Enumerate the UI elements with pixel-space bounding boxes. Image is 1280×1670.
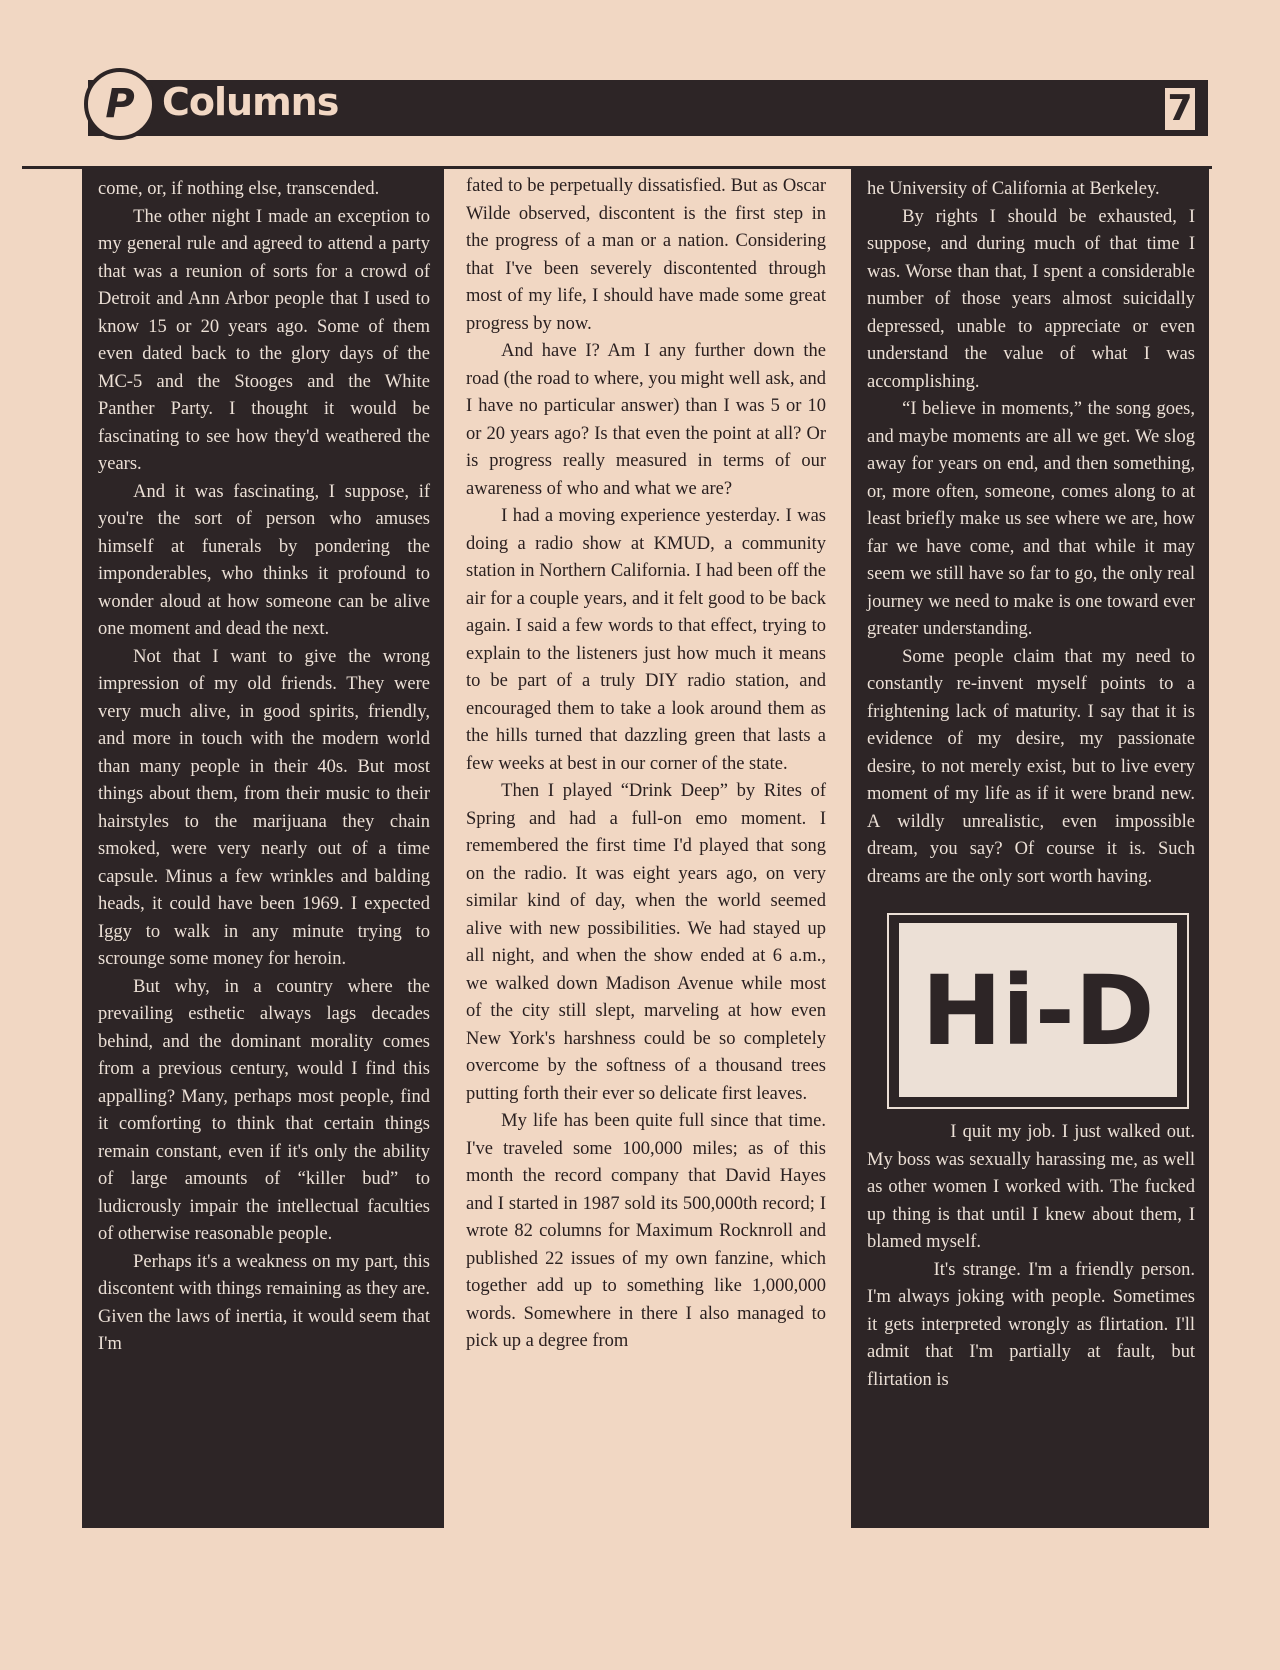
paragraph: But why, in a country where the prevailing esthetic always lags decades behind, and the dominant morality comes from a previous century, would I find this appalling? Many, perhaps most people, find it comforting to think that certain things remain constant, even if it's only the ability of large amounts of “killer bud” to ludicrously impair the intellectual faculties of otherwise reasonable people.: [98, 976, 430, 1244]
paragraph: It's strange. I'm a friendly person. I'm always joking with people. Sometimes it gets interpreted wrongly as flirtation. I'll admit that I'm partially at fault, but flirtation is: [867, 1259, 1195, 1390]
paragraph: The other night I made an exception to my general rule and agreed to attend a party that was a reunion of sorts for a crowd of Detroit and Ann Arbor people that I used to know 15 or 20 years ago. Some of them even dated back to the glory days of the MC-5 and the Stooges and the White Panther Party. I thought it would be fascinating to see how they'd weathered the years.: [98, 206, 430, 474]
paragraph: By rights I should be exhausted, I suppose, and during much of that time I was. Worse than that, I spent a considerable number of those years almost suicidally depressed, unable to appreciate or even understand the value of what I was accomplishing.: [867, 206, 1195, 392]
section-title: Columns: [162, 80, 339, 124]
paragraph: fated to be perpetually dissatisfied. But as Oscar Wilde observed, discontent is the first step in the progress of a man or a nation. Considering that I've been severely discontented through most of my life, I should have made some great progress by now.: [466, 176, 826, 334]
paragraph: come, or, if nothing else, transcended.: [98, 179, 380, 199]
paragraph: Then I played “Drink Deep” by Rites of Spring and had a full-on emo moment. I remembered the first time I'd played that song on the radio. It was eight years ago, on very similar kind of day, when the world seemed alive with new possibilities. We had stayed up all night, and when the show ended at 6 a.m., we walked down Madison Avenue while most of the city still slept, marveling at how even New York's harshness could be so completely overcome by the softness of a thousand trees putting forth their ever so delicate first leaves.: [466, 781, 826, 1104]
paragraph: Perhaps it's a weakness on my part, this discontent with things remaining as they are. Given the laws of inertia, it would seem that I'm: [98, 1251, 430, 1354]
column-3: [851, 168, 1209, 1528]
paragraph: My life has been quite full since that time. I've traveled some 100,000 miles; as of this month the record company that David Hayes and I started in 1987 sold its 500,000th record; I wrote 82 columns for Maximum Rocknroll and published 22 issues of my own fanzine, which together add up to something like 1,000,000 words. Somewhere in there I also managed to pick up a degree from: [466, 1111, 826, 1351]
magazine-logo: P: [84, 68, 156, 140]
hi-d-logo: Hi-D: [899, 923, 1177, 1097]
paragraph: Some people claim that my need to constantly re-invent myself points to a frightening lack of maturity. I say that it is evidence of my desire, my passionate desire, to not merely exist, but to live every moment of my life as if it were brand new. A wildly unrealistic, even impossible dream, you say? Of course it is. Such dreams are the only sort worth having.: [867, 646, 1195, 887]
paragraph: I quit my job. I just walked out. My boss was sexually harassing me, as well as other women I worked with. The fucked up thing is that until I knew about them, I blamed myself.: [867, 1122, 1195, 1252]
paragraph: And it was fascinating, I suppose, if you're the sort of person who amuses himself at funerals by pondering the imponderables, who thinks it profound to wonder aloud at how someone can be alive one moment and dead the next.: [98, 481, 430, 639]
column-2: [462, 168, 832, 1356]
paragraph: “I believe in moments,” the song goes, and maybe moments are all we get. We slog away for years on end, and then something, or, more often, someone, comes along to at least briefly make us see where we are, how far we have come, and that while it may seem we still have so far to go, the only real journey we need to make is one toward ever greater understanding.: [867, 399, 1195, 639]
paragraph: I had a moving experience yesterday. I was doing a radio show at KMUD, a community station in Northern California. I had been off the air for a couple years, and it felt good to be back again. I said a few words to that effect, trying to explain to the listeners just how much it means to be part of a truly DIY radio station, and encouraged them to take a look around them as the hills turned that dazzling green that lasts a few weeks at best in our corner of the state.: [466, 506, 826, 774]
paragraph: he University of California at Berkeley.: [867, 179, 1160, 199]
paragraph: And have I? Am I any further down the road (the road to where, you might well ask, and I have no particular answer) than I was 5 or 10 or 20 years ago? Is that even the point at all? Or is progress really measured in terms of our awareness of who and what we are?: [466, 341, 826, 499]
hi-d-logo-box: [887, 913, 1189, 1109]
page-number: 7: [1165, 88, 1195, 130]
column-1: [82, 168, 444, 1528]
paragraph: Not that I want to give the wrong impression of my old friends. They were very much alive, in good spirits, friendly, and more in touch with the modern world than many people in their 40s. But most things about them, from their music to their hairstyles to the marijuana they chain smoked, were very nearly out of a time capsule. Minus a few wrinkles and balding heads, it could have been 1969. I expected Iggy to walk in any minute trying to scrounge some money for heroin.: [98, 646, 430, 969]
